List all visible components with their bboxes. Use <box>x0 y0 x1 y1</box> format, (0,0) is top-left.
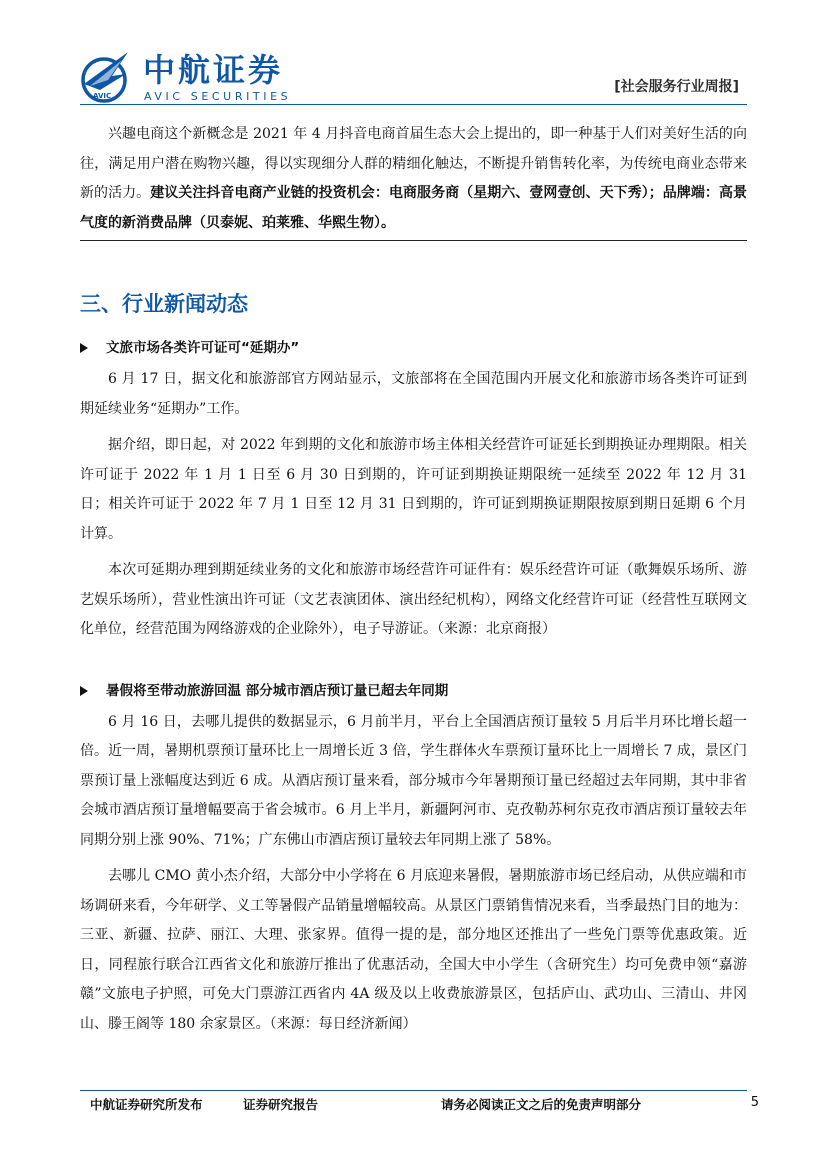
page-content <box>80 120 747 1046</box>
intro-text: 兴趣电商这个新概念是 2021 年 4 月抖音电商首届生态大会上提出的，即一种基于人们对美好生活的向往，满足用户潜在购物兴趣，得以实现细分人群的精细化触达，不断提升销售转化率，为传统电商业态带来新的活力。 <box>80 126 747 201</box>
news-heading-2 <box>80 676 747 706</box>
highlight-underline <box>80 240 747 241</box>
avic-logo-icon <box>78 46 134 104</box>
logo-badge-text: AVIC <box>93 92 112 100</box>
section-title: 三、行业新闻动态 <box>80 292 248 316</box>
intro-paragraph <box>80 120 747 238</box>
page-number: 5 <box>750 1095 759 1110</box>
page-header <box>0 0 827 112</box>
news-paragraph: 6 月 17 日，据文化和旅游部官方网站显示，文旅部将在全国范围内开展文化和旅游市场各类许可证到期延续业务“延期办”工作。 <box>80 371 747 417</box>
news-paragraph: 本次可延期办理到期延续业务的文化和旅游市场经营许可证件有：娱乐经营许可证（歌舞娱乐场所、游艺娱乐场所），营业性演出许可证（文艺表演团体、演出经纪机构），网络文化经营许可证（经营性互联网文化单位，经营范围为网络游戏的企业除外），电子导游证。（来源：北京商报） <box>80 562 747 637</box>
news-heading-1 <box>80 333 747 363</box>
report-type-tag: [社会服务行业周报] <box>614 79 739 95</box>
news-heading-text: 暑假将至带动旅游回温 部分城市酒店预订量已超去年同期 <box>106 682 449 699</box>
news-heading-text: 文旅市场各类许可证可“延期办” <box>106 340 300 356</box>
footer-publisher: 中航证券研究所发布 <box>90 1097 203 1112</box>
logo-english-name: AVIC SECURITIES <box>144 90 292 103</box>
news-paragraph: 据介绍，即日起，对 2022 年到期的文化和旅游市场主体相关经营许可证延长到期换证办理期限。相关许可证于 2022 年 1 月 1 日至 6 月 30 日到期的，许可证到期换证期限统一延续至 2022 年 12 月 31 日；相关许可证于 2022 年 7 月 1 日至 12 月 31 日到期的，许可证到期换证期限按原到期日延期 6 个月计算。 <box>80 437 747 542</box>
intro-highlight: 建议关注抖音电商产业链的投资机会：电商服务商（星期六、壹网壹创、天下秀）；品牌端：高景气度的新消费品牌（贝泰妮、珀莱雅、华熙生物）。 <box>80 185 748 231</box>
bullet-arrow-icon <box>80 686 88 696</box>
spacer <box>80 652 747 676</box>
logo-chinese-name: 中航证券 <box>143 51 284 89</box>
footer-doc-type: 证券研究报告 <box>243 1097 319 1112</box>
bullet-arrow-icon <box>80 343 88 353</box>
footer-divider <box>80 1090 747 1091</box>
footer-disclaimer: 请务必阅读正文之后的免责声明部分 <box>441 1097 642 1112</box>
news-paragraph: 6 月 16 日，去哪儿提供的数据显示，6 月前半月，平台上全国酒店预订量较 5 月后半月环比增长超一倍。近一周，暑期机票预订量环比上一周增长近 3 倍，学生群体火车票预订量环比上一周增长 7 成，景区门票预订量上涨幅度达到近 6 成。从酒店预订量来看，部分城市今年暑期预订量已经超过去年同期，其中非省会城市酒店预订量增幅要高于省会城市。6 月上半月，新疆阿河市、克孜勒苏柯尔克孜市酒店预订量较去年同期分别上涨 90%、71%；广东佛山市酒店预订量较去年同期上涨了 58%。 <box>80 713 747 848</box>
news-paragraph: 去哪儿 CMO 黄小杰介绍，大部分中小学将在 6 月底迎来暑假，暑期旅游市场已经启动，从供应端和市场调研来看，今年研学、义工等暑假产品销量增幅较高。从景区门票销售情况来看，当季最热门目的地为：三亚、新疆、拉萨、丽江、大理、张家界。值得一提的是，部分地区还推出了一些免门票等优惠政策。近日，同程旅行联合江西省文化和旅游厅推出了优惠活动，全国大中小学生（含研究生）均可免费申领“嘉游赣”文旅电子护照，可免大门票游江西省内 4A 级及以上收费旅游景区，包括庐山、武功山、三清山、井冈山、滕王阁等 180 余家景区。（来源：每日经济新闻） <box>80 868 747 1032</box>
header-divider <box>80 104 747 105</box>
